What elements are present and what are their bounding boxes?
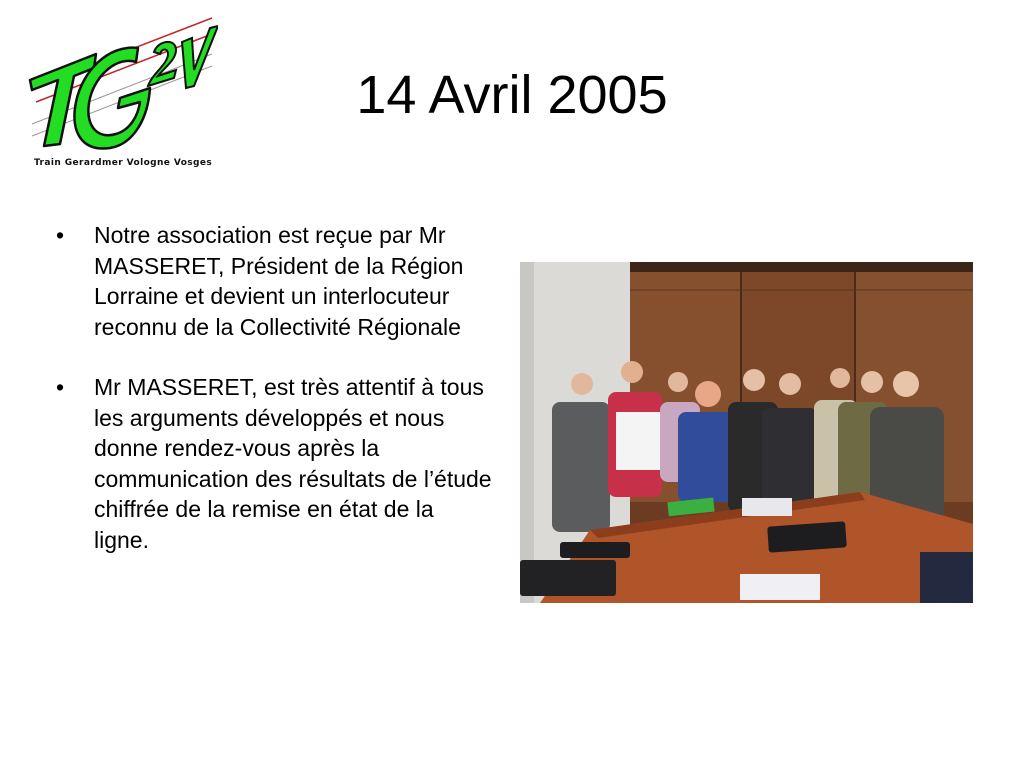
bullet-text: Notre association est reçue par Mr MASSERET, Président de la Région Lorraine et devient un interlocuteur reconnu de la Collectivité Régionale	[94, 222, 464, 340]
bullet-icon: •	[56, 222, 65, 248]
bullet-icon: •	[56, 374, 65, 400]
group-photo	[520, 262, 973, 603]
list-item	[54, 372, 494, 555]
group-photo-icon	[520, 262, 973, 603]
page-title: 14 Avril 2005	[356, 65, 668, 125]
bullet-list	[54, 220, 494, 585]
bullet-text: Mr MASSERET, est très attentif à tous les arguments développés et nous donne rendez-vous après la communication des résultats de l’étude chiffrée de la remise en état de la ligne.	[94, 374, 492, 553]
list-item	[54, 220, 494, 342]
tg2v-logo-icon	[26, 14, 218, 164]
logo-caption: Train Gerardmer Vologne Vosges	[34, 158, 213, 168]
logo	[26, 14, 218, 174]
